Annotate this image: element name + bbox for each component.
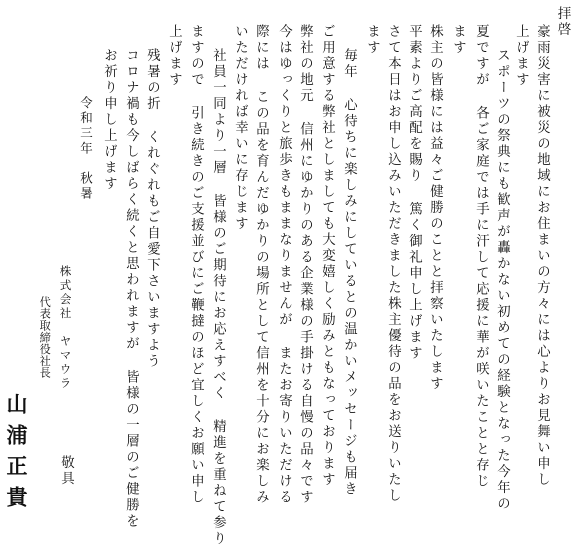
body-line-20: コロナ禍も今しばらく続くと思われますが 皆様の一層のご健勝を <box>123 48 139 530</box>
body-line-11: ご用意する弊社としましても大変嬉しく励みともなっております <box>319 24 335 488</box>
body-line-9: ます <box>364 24 380 56</box>
closing-keigu: 敬具 <box>58 455 74 487</box>
body-line-7: 平素よりご高配を賜り 篤く御礼申し上げます <box>406 24 422 362</box>
signer-name: 山浦正貴 <box>4 393 29 517</box>
body-line-16: 社員一同より一層 皆様のご期待にお応えすべく 精進を重ねて参り <box>210 48 226 547</box>
body-line-10: 毎年 心待ちに楽しみにしているとの温かいメッセージも届き <box>341 48 357 498</box>
body-line-4: 夏ですが 各ご家庭では手に汗して応援に華が咲いたことと存じ <box>473 24 489 490</box>
body-line-12: 弊社の地元 信州にゆかりのある企業様の手掛ける自慢の品々です <box>297 24 313 506</box>
body-line-8: さて本日はお申し込みいただきました株主優待の品をお送りいたし <box>385 24 401 504</box>
company-name: 株式会社 ヤマウラ <box>58 265 73 391</box>
body-line-2: 上げます <box>513 24 529 88</box>
greeting-haikei: 拝啓 <box>554 6 571 39</box>
body-line-15: いただければ幸いに存じます <box>232 24 248 232</box>
body-line-3: スポーツの祭典にも歓声が轟かない初めての経験となった今年の <box>494 48 510 512</box>
body-line-5: ます <box>450 24 466 56</box>
letter-date: 令和三年 秋暑 <box>78 96 94 202</box>
body-line-17: ますので 引き続きのご支援並びにご鞭撻のほど宜しくお願い申し <box>188 24 204 506</box>
signer-title: 代表取締役社長 <box>38 296 52 379</box>
body-line-14: 際には この品を育んだゆかりの場所として信州を十分にお楽しみ <box>253 24 269 506</box>
body-line-6: 株主の皆様には益々ご健勝のことと拝察いたします <box>427 24 443 392</box>
body-line-19: 残暑の折 くれぐれもご自愛下さいますよう <box>144 48 160 370</box>
body-line-1: 豪雨災害に被災の地域にお住まいの方々には心よりお見舞い申し <box>534 24 550 488</box>
body-line-13: 今はゆっくりと旅歩きもままなりませんが またお寄りいただける <box>276 24 292 506</box>
body-line-21: お祈り申し上げます <box>101 48 117 192</box>
body-line-18: 上げます <box>166 24 182 88</box>
